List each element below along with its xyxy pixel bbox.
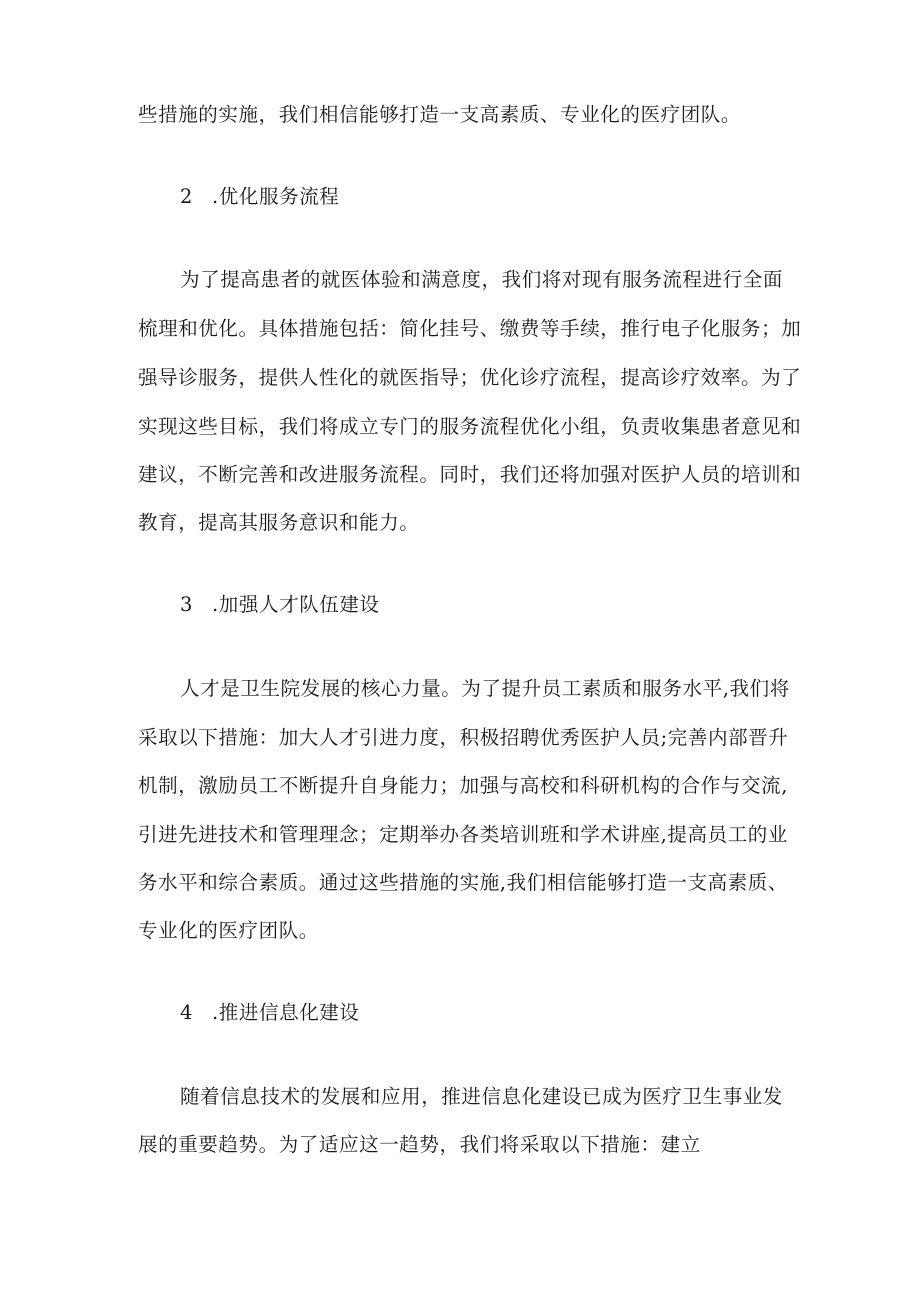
paragraph-line: 引进先进技术和管理理念；定期举办各类培训班和学术讲座,提高员工的业 [138, 823, 788, 846]
section-title: .推进信息化建设 [212, 1001, 360, 1024]
paragraph-line: 教育，提高其服务意识和能力。 [138, 511, 420, 534]
paragraph-line: 建议，不断完善和改进服务流程。同时，我们还将加强对医护人员的培训和 [138, 463, 802, 486]
paragraph-line: 采取以下措施：加大人才引进力度，积极招聘优秀医护人员;完善内部晋升 [138, 726, 789, 749]
paragraph-line: 实现这些目标，我们将成立专门的服务流程优化小组，负责收集患者意见和 [138, 415, 802, 438]
section-title: .加强人才队伍建设 [212, 593, 380, 616]
paragraph-line: 强导诊服务，提供人性化的就医指导；优化诊疗流程，提高诊疗效率。为了 [138, 366, 802, 389]
section-number: 3 [180, 593, 194, 616]
section-heading-2 [180, 185, 339, 209]
paragraph-line: 机制，激励员工不断提升自身能力；加强与高校和科研机构的合作与交流, [138, 774, 788, 797]
paragraph-line: 些措施的实施，我们相信能够打造一支高素质、专业化的医疗团队。 [138, 103, 742, 126]
section-title: .优化服务流程 [212, 185, 340, 208]
paragraph-line: 人才是卫生院发展的核心力量。为了提升员工素质和服务水平,我们将 [180, 677, 790, 700]
paragraph-line: 随着信息技术的发展和应用，推进信息化建设已成为医疗卫生事业发 [180, 1085, 784, 1108]
paragraph-line: 专业化的医疗团队。 [138, 919, 319, 942]
section-heading-4 [180, 1001, 360, 1025]
paragraph-line: 为了提高患者的就医体验和满意度，我们将对现有服务流程进行全面 [180, 268, 784, 291]
paragraph-line: 展的重要趋势。为了适应这一趋势，我们将采取以下措施：建立 [138, 1133, 701, 1156]
section-number: 4 [180, 1001, 194, 1024]
section-number: 2 [180, 185, 194, 208]
section-heading-3 [180, 593, 380, 617]
paragraph-line: 务水平和综合素质。通过这些措施的实施,我们相信能够打造一支高素质、 [138, 871, 788, 894]
paragraph-line: 梳理和优化。具体措施包括：简化挂号、缴费等手续，推行电子化服务；加 [138, 317, 802, 340]
